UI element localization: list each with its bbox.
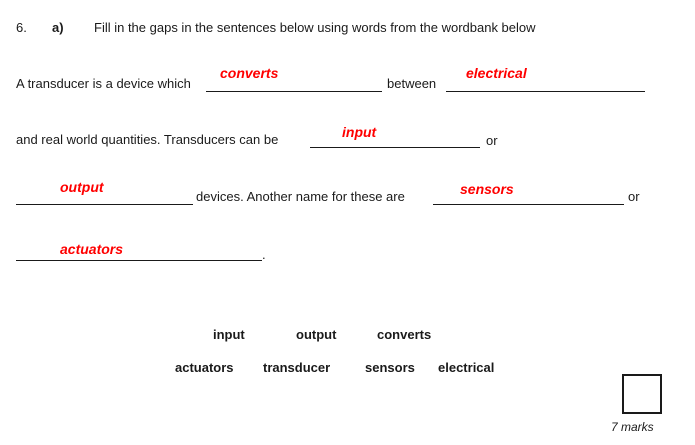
answer-blank-2[interactable] xyxy=(446,91,645,92)
answer-4: output xyxy=(60,179,104,195)
question-part: a) xyxy=(52,20,64,35)
question-number: 6. xyxy=(16,20,27,35)
wordbank-word: transducer xyxy=(263,360,331,375)
answer-blank-3[interactable] xyxy=(310,147,480,148)
answer-5: sensors xyxy=(460,181,514,197)
wordbank-word: electrical xyxy=(438,360,495,375)
answer-2: electrical xyxy=(466,65,527,81)
answer-blank-6[interactable] xyxy=(16,260,262,261)
sentence-1-start: A transducer is a device which xyxy=(16,76,191,91)
marks-box[interactable] xyxy=(622,374,662,414)
sentence-3-or: or xyxy=(628,189,640,204)
sentence-1-middle: between xyxy=(387,76,437,91)
answer-1: converts xyxy=(220,65,279,81)
answer-blank-1[interactable] xyxy=(206,91,382,92)
sentence-2-or: or xyxy=(486,133,498,148)
answer-blank-4[interactable] xyxy=(16,204,193,205)
wordbank-word: actuators xyxy=(175,360,234,375)
sentence-4-end: . xyxy=(262,247,266,262)
sentence-3-middle: devices. Another name for these are xyxy=(196,189,405,204)
answer-3: input xyxy=(342,124,377,140)
wordbank-word: input xyxy=(213,327,245,342)
question-instruction: Fill in the gaps in the sentences below using words from the wordbank below xyxy=(94,20,536,35)
marks-label: 7 marks xyxy=(611,420,654,434)
answer-blank-5[interactable] xyxy=(433,204,624,205)
sentence-2-start: and real world quantities. Transducers can be xyxy=(16,132,279,147)
wordbank-word: sensors xyxy=(365,360,415,375)
wordbank-word: converts xyxy=(377,327,432,342)
wordbank-word: output xyxy=(296,327,337,342)
answer-6: actuators xyxy=(60,241,124,257)
